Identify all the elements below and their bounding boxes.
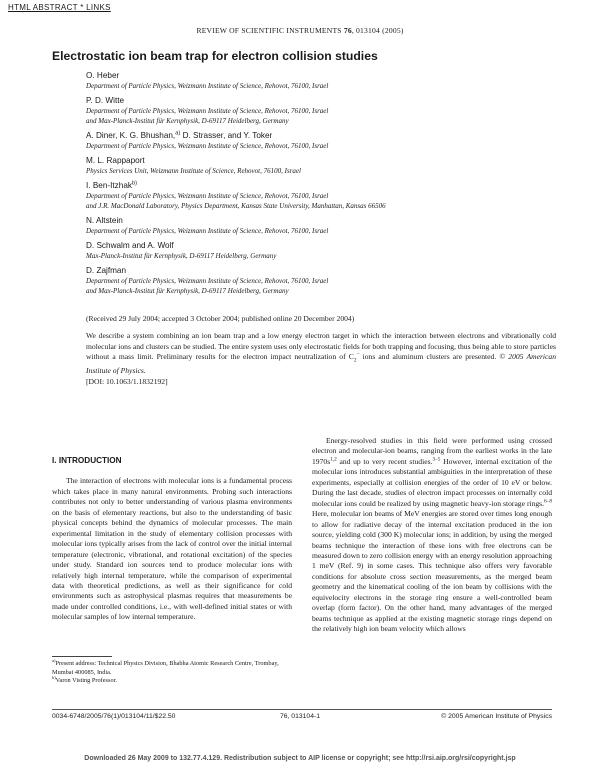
footnote: $^{a)}$Present address: Technical Physics Division, Bhabha Atomic Research Centre, Trombay, Mumbai 400085, India. xyxy=(52,657,279,676)
journal-volume: 76 xyxy=(343,26,352,35)
author-names: P. D. Witte xyxy=(86,96,125,105)
download-notice: Downloaded 26 May 2009 to 132.77.4.129. Redistribution subject to AIP license or copyright; see http://rsi.aip.org/rsi/copyright.jsp xyxy=(84,755,516,762)
author-affiliation: Department of Particle Physics, Weizmann Institute of Science, Rehovot, 76100, Israel xyxy=(86,227,329,235)
section-heading: I. INTRODUCTION xyxy=(52,456,122,465)
author-list xyxy=(86,70,556,300)
footnote-rule xyxy=(52,656,112,657)
journal-name: REVIEW OF SCIENTIFIC INSTRUMENTS xyxy=(196,26,342,35)
doi[interactable]: [DOI: 10.1063/1.1832192] xyxy=(86,376,168,386)
left-column xyxy=(52,456,292,623)
author-affiliation: Max-Planck-Institut für Kernphysik, D-69117 Heidelberg, Germany xyxy=(86,252,277,260)
author-names: M. L. Rappaport xyxy=(86,156,145,165)
footnotes xyxy=(52,657,292,686)
intro-paragraph-2: Energy-resolved studies in this field were performed using crossed electron and molecular-ion beams, ranging from the earliest works in the late $1970s^{1,2}$ and up to very recent studies.$^{3-5}$ However, internal excitation of the molecular ions introduces substantial ambiguities in the interpretation of these experiments, especially at collision energies of the order of 10 eV or below. During the last decade, studies of electron impact processes on internally cold molecular ions could be realized by using magnetic heavy-ion storage rings.$^{6-8}$ Here, molecular ion beams of MeV energies are stored over times long enough to allow for radiative decay of the internal excitation produced in the ion source, yielding cold (300 K) molecular ions; in addition, by using the merged beams technique the interaction of these ions with free electrons can be measured down to zero collision energy with an energy resolution approaching 1 meV (Ref. 9) in some cases. This technique also offers very favorable conditions for absolute cross section measurements, as the merged beam geometry and the kinematical cooling of the ion beam by collisions with the equivelocity electrons in the storage ring ensure a well-controlled beam overlap (form factor). On the other hand, many advantages of the merged beams technique as applied at the existing magnetic storage rings depend on the relatively high ion beam velocity which allows xyxy=(312,436,553,634)
footer-copyright: © 2005 American Institute of Physics xyxy=(441,713,552,720)
intro-paragraph-1: The interaction of electrons with molecular ions is a fundamental process which takes place in many natural environments. Probing such interactions contributes not only to better understanding of various plasma environments on the basis of elementary reactions, but also to the understanding of basic physical concepts behind the dynamics of molecular processes. The main experimental limitation in the study of elementary collision processes with molecular ions typically arises from the lack of control over the initial internal temperature (electronic, vibrational, and rotational excitation) of the species under study. Standard ion sources tend to produce molecular ions with relatively high internal temperature, while the comparison of experimental data with theoretical predictions, as well as their significance for cold environments such as astrophysical plasmas requires that measurements be made under controlled conditions, i.e., with well-defined initial states or with molecular samples of low internal temperature. xyxy=(52,476,292,622)
footer-page: 76, 013104-1 xyxy=(279,713,321,720)
author-names: N. Altstein xyxy=(86,216,123,225)
author-affiliation: Physics Services Unit, Weizmann Institute of Science, Rehovot, 76100, Israel xyxy=(86,167,301,175)
abstract-text: We describe a system combining an ion beam trap and a low energy electron target in which the interaction between electrons and vibrationally cold molecular ions and clusters can be studied. The entire system uses only electrostatic fields for both trapping and focusing, thus being able to store particles without a mass limit. Preliminary results for the electron impact neutralization of $C_2^-$ ions and aluminum clusters are presented. © 2005 American Institute of Physics. xyxy=(86,331,556,376)
right-column xyxy=(312,436,552,635)
author-affiliation: Department of Particle Physics, Weizmann Institute of Science, Rehovot, 76100, Israel xyxy=(86,82,329,90)
journal-ref: , 013104 (2005) xyxy=(351,26,404,35)
abstract xyxy=(86,331,556,387)
author-affiliation: Department of Particle Physics, Weizmann Institute of Science, Rehovot, 76100, Israel xyxy=(86,142,329,150)
paper-title: Electrostatic ion beam trap for electron collision studies xyxy=(52,49,378,63)
author-names: I. Ben-Itzhak$^{b)}$ xyxy=(86,180,138,190)
html-abstract-links[interactable] xyxy=(8,3,111,12)
abstract-links-link[interactable]: HTML ABSTRACT * LINKS xyxy=(8,3,111,12)
author-affiliation: Department of Particle Physics, Weizmann Institute of Science, Rehovot, 76100, Israel and Max-Planck-Institut für Kernphysik, D-69117 Heidelberg, Germany xyxy=(86,277,329,295)
author-names: A. Diner, K. G. Bhushan,$^{a)}$ D. Strasser, and Y. Toker xyxy=(86,130,273,140)
footer-rule xyxy=(52,709,552,710)
footnote: $^{b)}$Varon Visting Professor. xyxy=(52,675,117,685)
author-names: D. Schwalm and A. Wolf xyxy=(86,241,174,250)
journal-header xyxy=(0,26,600,35)
author-affiliation: Department of Particle Physics, Weizmann Institute of Science, Rehovot, 76100, Israel and Max-Planck-Institut für Kernphysik, D-69117 Heidelberg, Germany xyxy=(86,107,329,125)
footer-issn: 0034-6748/2005/76(1)/013104/11/$22.50 xyxy=(52,713,176,720)
received-dates: (Received 29 July 2004; accepted 3 October 2004; published online 20 December 2004) xyxy=(86,314,355,323)
author-affiliation: Department of Particle Physics, Weizmann Institute of Science, Rehovot, 76100, Israel and J.R. MacDonald Laboratory, Physics Department, Kansas State University, Manhattan, Kansas 66506 xyxy=(86,192,386,210)
author-names: O. Heber xyxy=(86,71,120,80)
author-names: D. Zajfman xyxy=(86,266,127,275)
